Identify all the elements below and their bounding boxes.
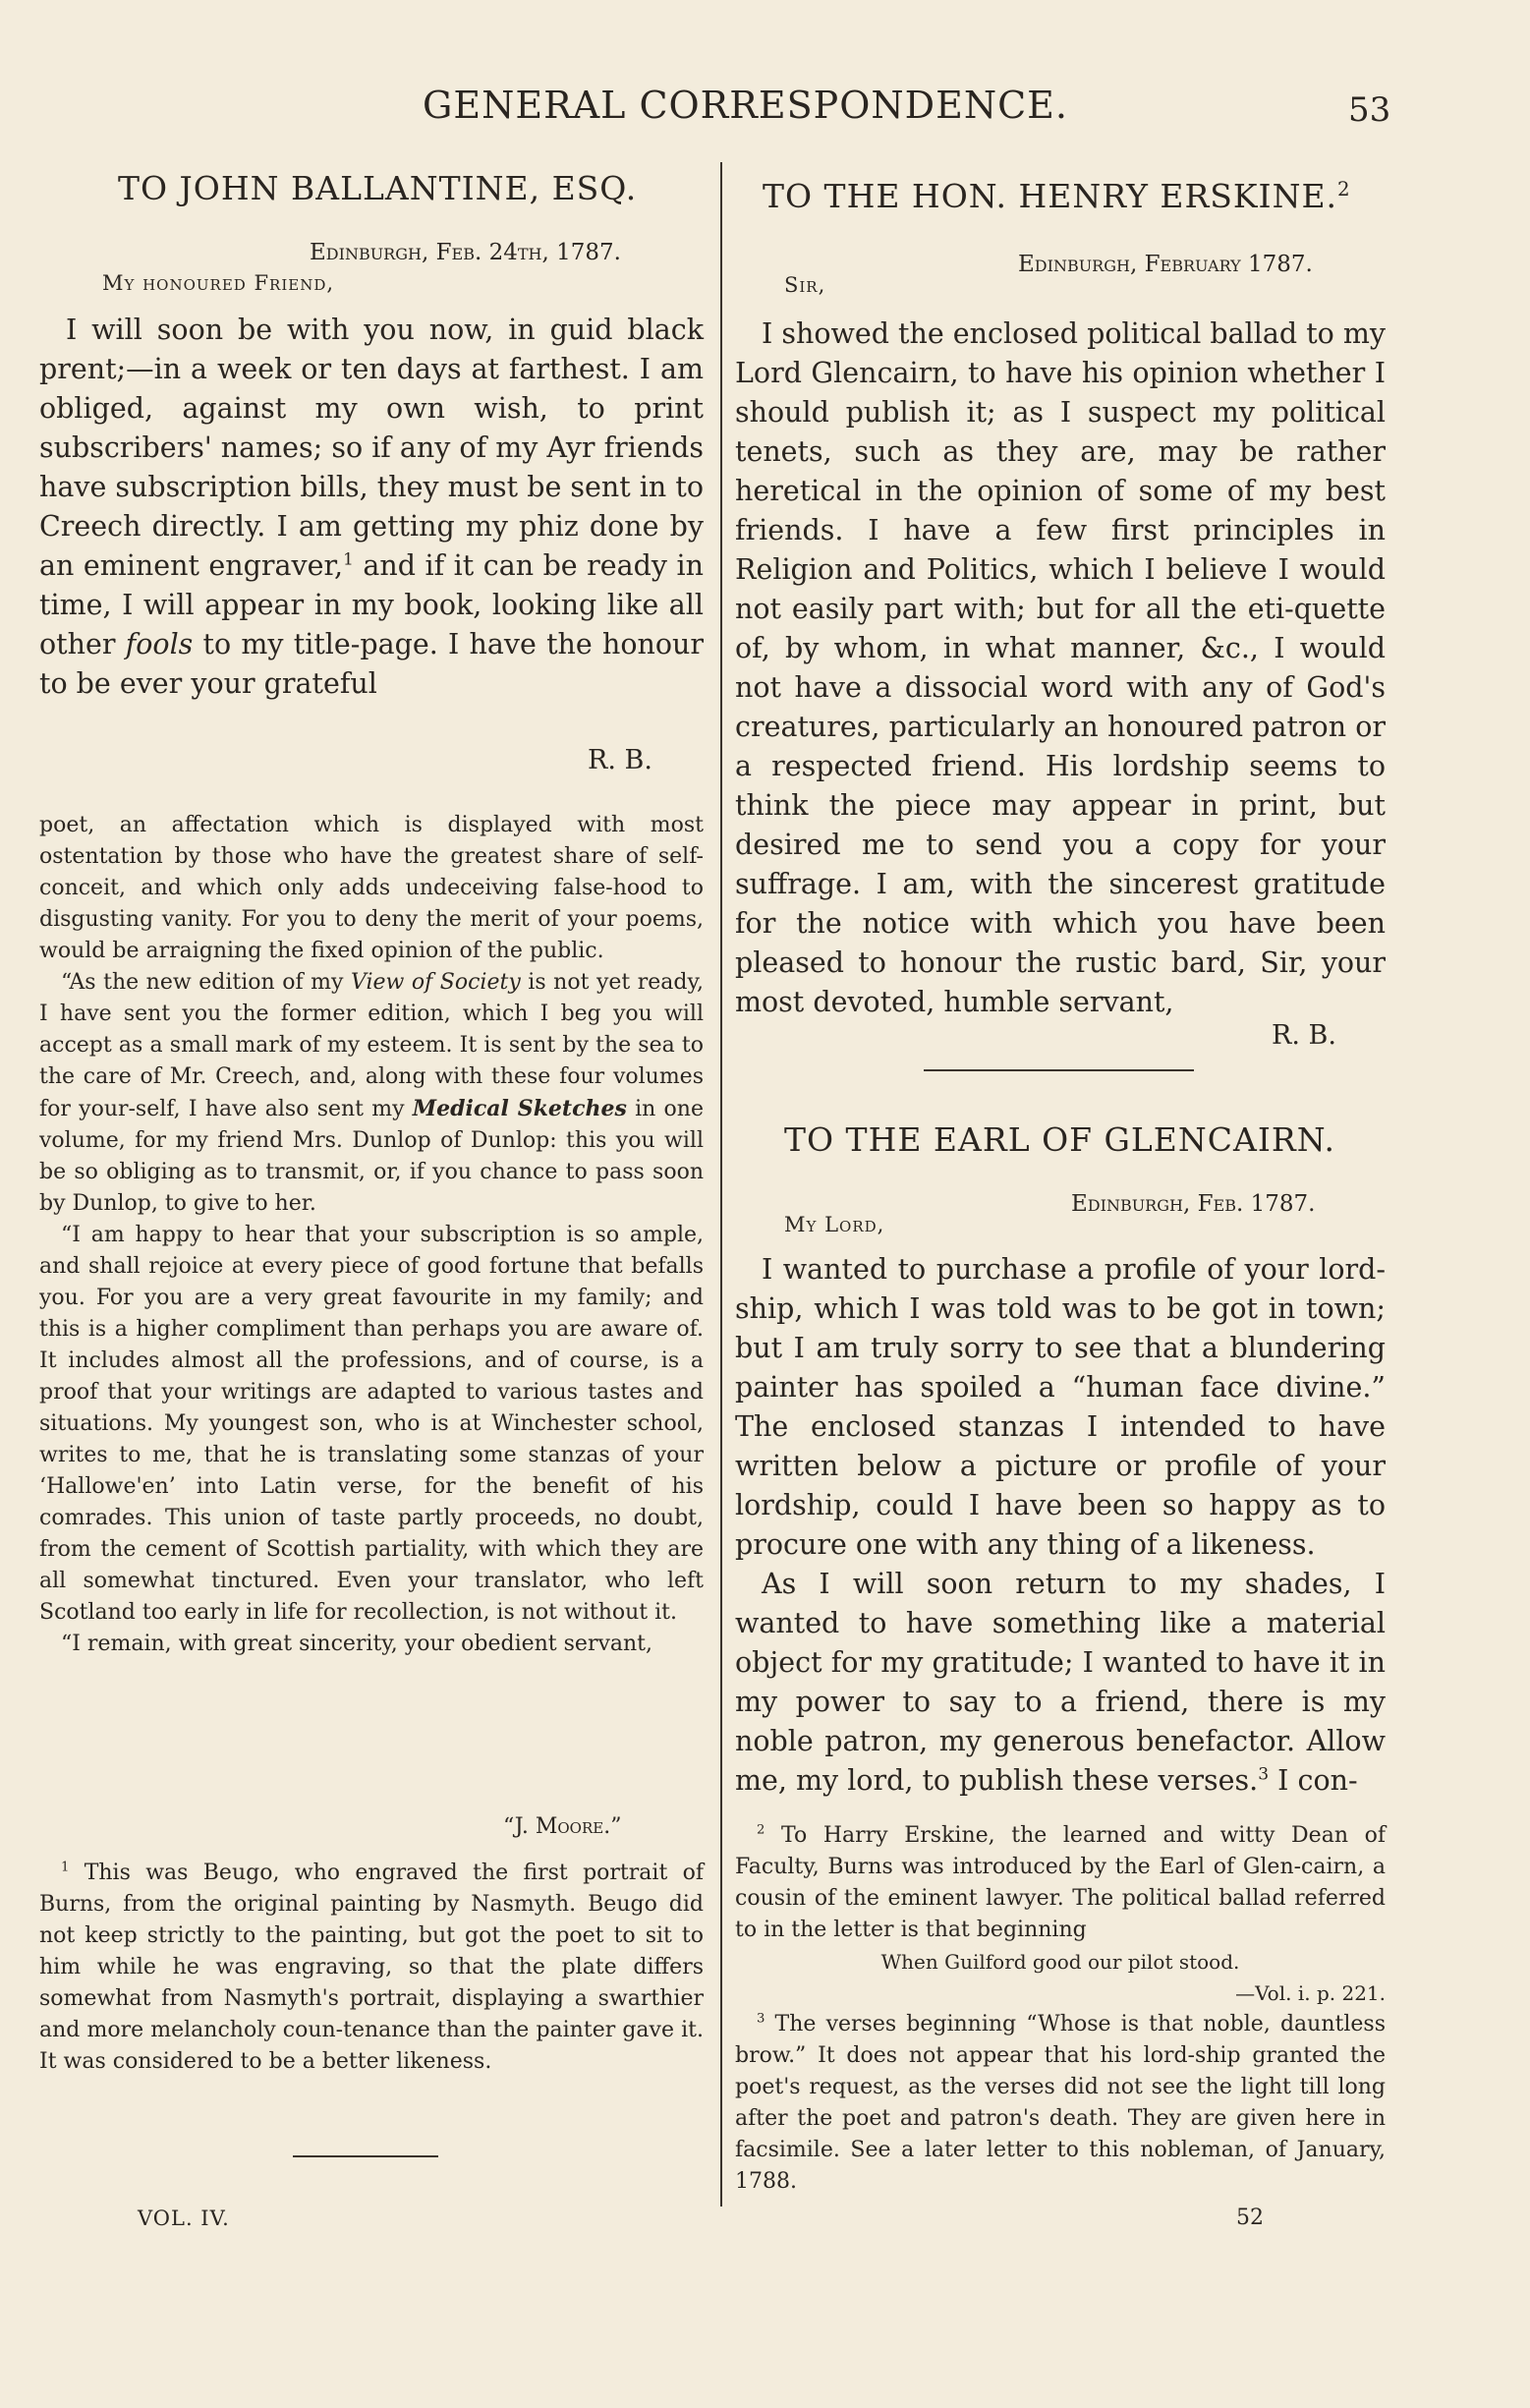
letter1-dateline: Edinburgh, Feb. 24th, 1787. — [310, 240, 621, 265]
running-head: GENERAL CORRESPONDENCE. — [423, 84, 1068, 127]
letter3-body — [735, 1250, 1386, 1801]
signature-mark: 52 — [1236, 2206, 1264, 2230]
letter1-salutation: My honoured Friend, — [102, 271, 335, 295]
left-footnote-rule — [293, 2155, 438, 2157]
letter2-dateline: Edinburgh, February 1787. — [1018, 252, 1313, 277]
letter1-emphasis: fools — [125, 628, 194, 660]
footnote-ref-3: 3 — [1258, 1764, 1270, 1785]
page-number: 53 — [1348, 90, 1391, 130]
letter2-heading-text: TO THE HON. HENRY ERSKINE. — [763, 177, 1338, 215]
footnote-2-reference: —Vol. i. p. 221. — [1235, 1981, 1386, 2005]
letter3-dateline: Edinburgh, Feb. 1787. — [1071, 1191, 1316, 1217]
letter1-signature: R. B. — [588, 745, 652, 775]
letter3-paragraph-1: I wanted to purchase a profile of your lord-ship, which I was told was to be got in town; but I am truly sorry to see that a blundering painter has spoiled a “human face divine.” The enclosed stanzas I intended to have written below a picture or profile of your lordship, could I have been so happy as to procure one with any thing of a likeness. — [735, 1253, 1386, 1561]
letter3-p2-end: I con- — [1269, 1764, 1358, 1797]
footnote-1-number: 1 — [61, 1860, 70, 1875]
letter2-signature: R. B. — [1272, 1020, 1336, 1051]
column-divider — [720, 162, 722, 2207]
volume-label: VOL. IV. — [138, 2207, 230, 2230]
letter3-salutation: My Lord, — [784, 1213, 885, 1236]
moore-p2-a: “As the new edition of my — [61, 970, 351, 995]
moore-p2-c: in one volume, for my friend Mrs. Dunlop of Dunlop: this you will be so obliging as to transmit, or, if you chance to pass soon by Dunlop, to give to her. — [39, 1097, 704, 1216]
moore-paragraph-1: poet, an affectation which is displayed with most ostentation by those who have the greatest share of self-conceit, and which only adds undeceiving false-hood to disgusting vanity. For you to deny the merit of your poems, would be arraigning the fixed opinion of the public. — [39, 813, 704, 963]
letter3-paragraph-2 — [735, 1565, 1386, 1801]
letter1-text-b: and if it can be ready in time, I will appear in my book, looking like all other — [39, 549, 704, 660]
footnote-1-text: This was Beugo, who engraved the first portrait of Burns, from the original painting by Nasmyth. Beugo did not keep strictly to the painting, but got the poet to sit to him while he was engraving, so that the plate differs somewhat from Nasmyth's portrait, displaying a swarthier and more melancholy coun-tenance than the painter gave it. It was considered to be a better likeness. — [39, 1861, 704, 2074]
moore-p2-title1: View of Society — [350, 970, 521, 995]
footnote-ref-1: 1 — [343, 549, 354, 570]
moore-letter — [39, 810, 704, 1660]
footnote-2-text: To Harry Erskine, the learned and witty Dean of Faculty, Burns was introduced by the Earl of Glen-cairn, a cousin of the eminent lawyer. The political ballad referred to in the letter is that beginning — [735, 1823, 1386, 1942]
footnote-3-text: The verses beginning “Whose is that noble, dauntless brow.” It does not appear that his lord-ship granted the poet's request, as the verses did not see the light till long after the poet and patron's death. They are given here in facsimile. See a later letter to this nobleman, of January, 1788. — [735, 2012, 1386, 2194]
footnote-1 — [39, 1858, 704, 2078]
letter2-paragraph: I showed the enclosed political ballad to my Lord Glencairn, to have his opinion whether I should publish it; as I suspect my political tenets, such as they are, may be rather heretical in the opinion of some of my best friends. I have a few first principles in Religion and Politics, which I believe I would not easily part with; but for all the eti-quette of, by whom, in what manner, &c., I would not have a dissocial word with any of God's creatures, particularly an honoured patron or a respected friend. His lordship seems to think the piece may appear in print, but desired me to send you a copy for your suffrage. I am, with the sincerest gratitude for the notice with which you have been pleased to honour the rustic bard, Sir, your most devoted, humble servant, — [735, 317, 1386, 1018]
letter3-p2-text: As I will soon return to my shades, I wanted to have something like a material object for my gratitude; I wanted to have it in my power to say to a friend, there is my noble patron, my generous benefactor. Allow me, my lord, to publish these verses. — [735, 1568, 1386, 1797]
moore-signature: “J. Moore.” — [503, 1814, 622, 1839]
moore-paragraph-2 — [39, 967, 704, 1220]
letter3-heading: TO THE EARL OF GLENCAIRN. — [784, 1120, 1335, 1159]
letter1-text-c: to my title-page. I have the honour to be ever your grateful — [39, 628, 704, 700]
letter1-text-a: I will soon be with you now, in guid black prent;—in a week or ten days at farthest. I am obliged, against my own wish, to print subscribers' names; so if any of my Ayr friends have subscription bills, they must be sent in to Creech directly. I am getting my phiz done by an eminent engraver, — [39, 314, 704, 582]
letter1-body — [39, 311, 704, 704]
section-rule — [924, 1069, 1194, 1071]
footnote-3-number: 3 — [757, 2011, 765, 2027]
footnote-2-number: 2 — [757, 1822, 765, 1838]
moore-p2-b: is not yet ready, I have sent you the former edition, which I beg you will accept as a small mark of my esteem. It is sent by the sea to the care of Mr. Creech, and, along with these four volumes for your-self, I have also sent my — [39, 970, 704, 1121]
footnote-2-quote: When Guilford good our pilot stood. — [880, 1950, 1240, 1974]
footnote-2 — [735, 1820, 1386, 2198]
moore-p2-title2: Medical Sketches — [412, 1096, 627, 1121]
footnote-3 — [735, 2009, 1386, 2198]
letter2-salutation: Sir, — [784, 273, 826, 297]
moore-paragraph-3: “I am happy to hear that your subscription is so ample, and shall rejoice at every piece of good fortune that befalls you. For you are a very great favourite in my family; and this is a higher compliment than perhaps you are aware of. It includes almost all the professions, and of course, is a proof that your writings are adapted to various tastes and situations. My youngest son, who is at Winchester school, writes to me, that he is translating some stanzas of your ‘Hallowe'en’ into Latin verse, for the benefit of his comrades. This union of taste partly proceeds, no doubt, from the cement of Scottish partiality, with which they are all somewhat tinctured. Even your translator, who left Scotland too early in life for recollection, is not without it. — [39, 1223, 704, 1625]
moore-paragraph-4: “I remain, with great sincerity, your obedient servant, — [61, 1632, 653, 1656]
letter2-heading — [763, 177, 1351, 215]
footnote-ref-2: 2 — [1337, 178, 1351, 201]
letter2-body — [735, 315, 1386, 1022]
letter1-heading: TO JOHN BALLANTINE, ESQ. — [118, 169, 638, 207]
